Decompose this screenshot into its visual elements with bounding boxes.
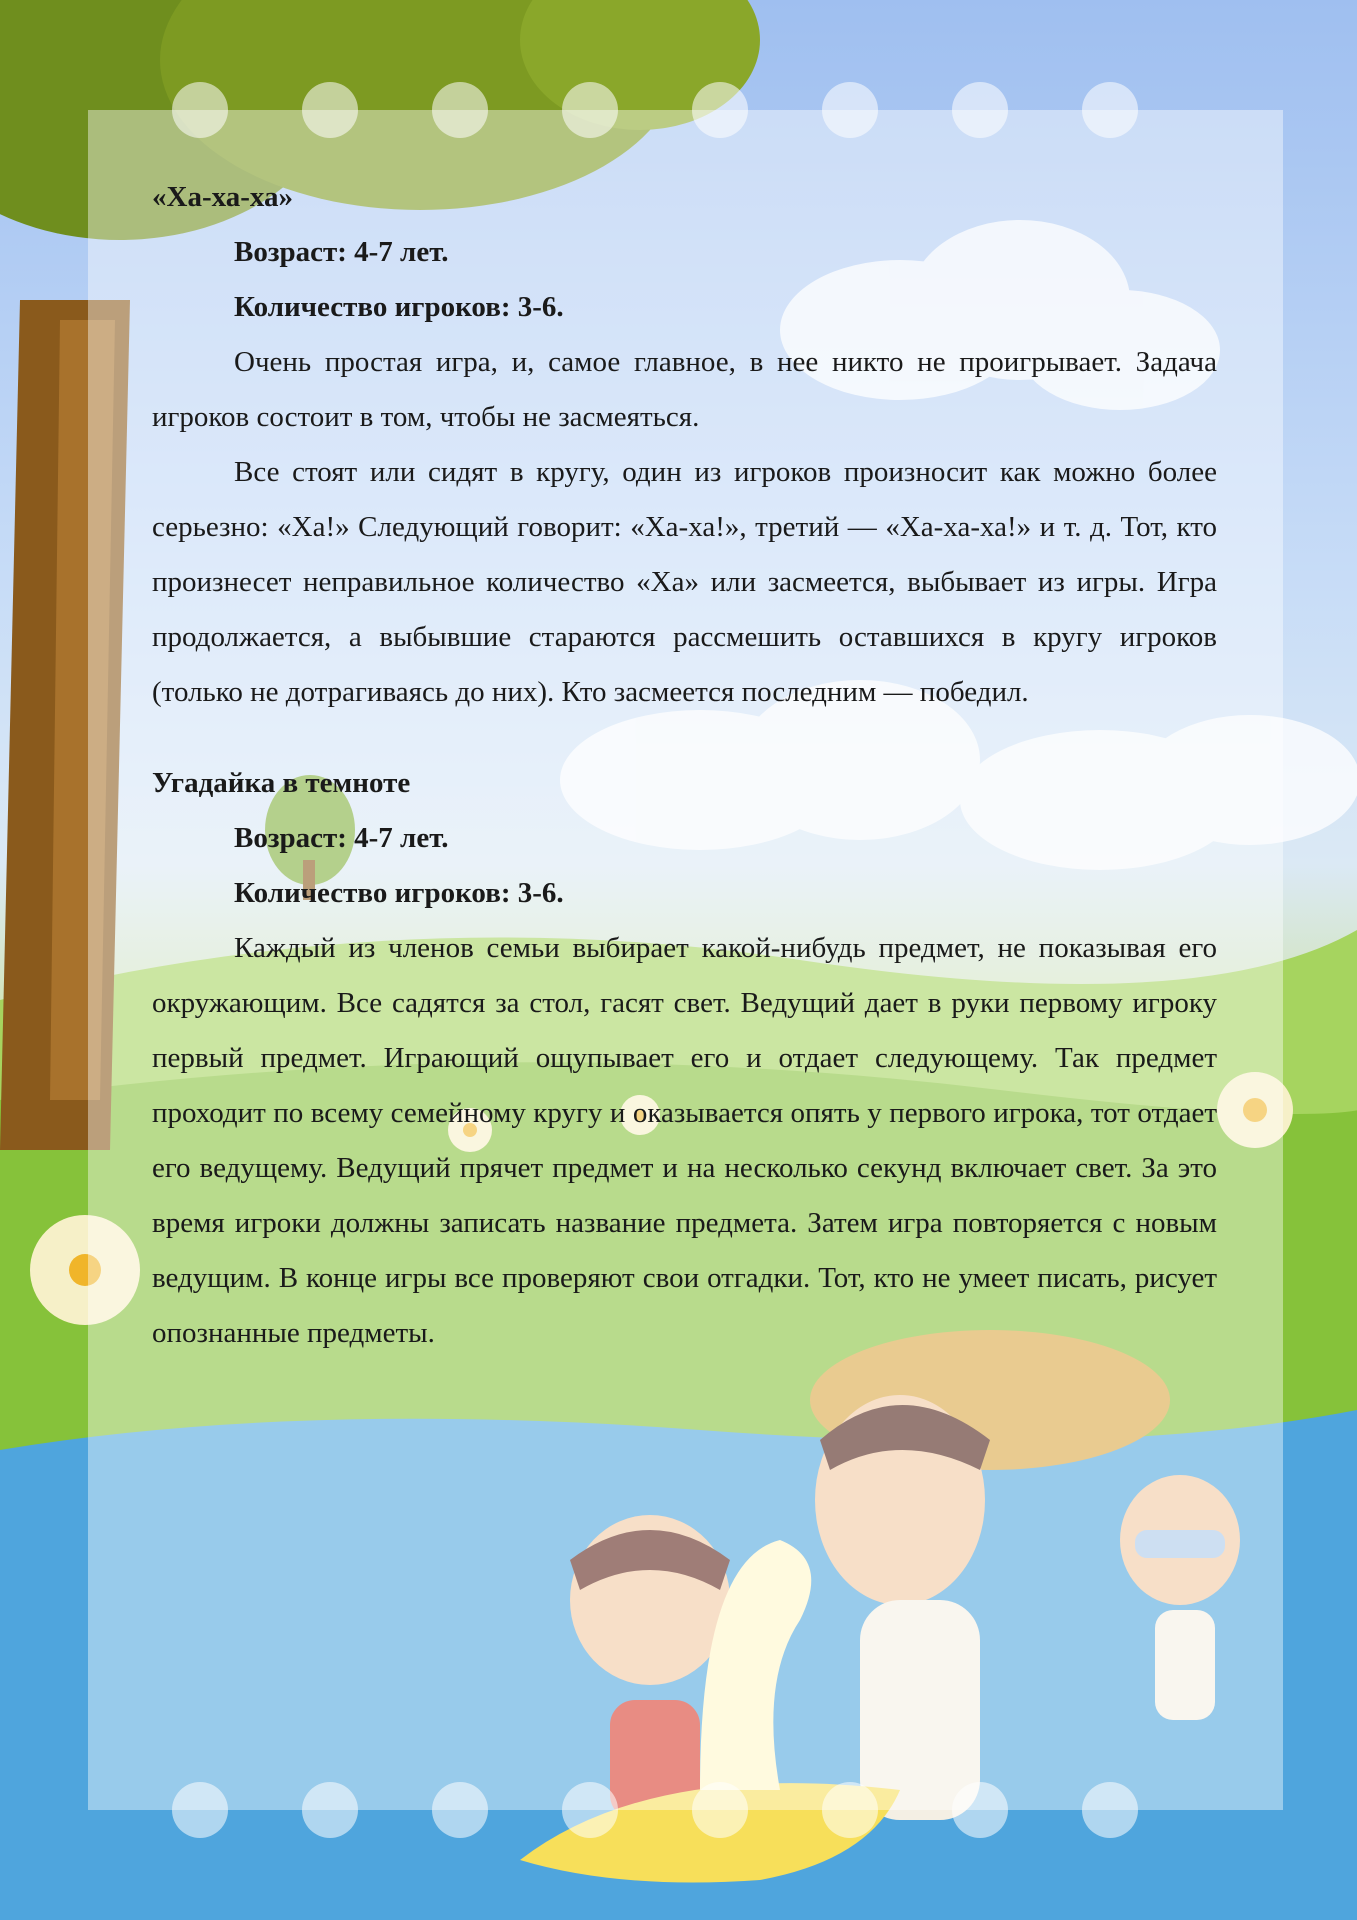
game-section-guess-in-dark: [152, 756, 1217, 1361]
section-gap: [152, 720, 1217, 756]
game-paragraph: Каждый из членов семьи выбирает какой-нибудь предмет, не показывая его окружающим. Все садятся за стол, гасят свет. Ведущий дает в руки первому игроку первый предмет. Играющий ощупывает его и отдает следующему. Так предмет проходит по всему семейному кругу и оказывается опять у первого игрока, тот отдает его ведущему. Ведущий прячет предмет и на несколько секунд включает свет. За это время игроки должны записать название предмета. Затем игра повторяется с новым ведущим. В конце игры все проверяют свои отгадки. Тот, кто не умеет писать, рисует опознанные предметы.: [152, 932, 1217, 1349]
document-content: [152, 170, 1217, 1361]
game-age: Возраст: 4-7 лет.: [234, 822, 449, 854]
game-title: Угадайка в темноте: [152, 767, 411, 799]
game-paragraph: Все стоят или сидят в кругу, один из игроков произносит как можно более серьезно: «Ха!» Следующий говорит: «Ха-ха!», третий — «Ха-ха-ха!» и т. д. Тот, кто произнесет неправильное количество «Ха» или засмеется, выбывает из игры. Игра продолжается, а выбывшие стараются рассмешить оставшихся в кругу игроков (только не дотрагиваясь до них). Кто засмеется последним — победил.: [152, 456, 1217, 708]
game-players: Количество игроков: 3-6.: [234, 877, 564, 909]
game-players: Количество игроков: 3-6.: [234, 291, 564, 323]
game-section-ha-ha-ha: [152, 170, 1217, 720]
game-age: Возраст: 4-7 лет.: [234, 236, 449, 268]
game-paragraph: Очень простая игра, и, самое главное, в нее никто не проигрывает. Задача игроков состоит в том, чтобы не засмеяться.: [152, 346, 1217, 433]
game-title: «Ха-ха-ха»: [152, 181, 293, 213]
